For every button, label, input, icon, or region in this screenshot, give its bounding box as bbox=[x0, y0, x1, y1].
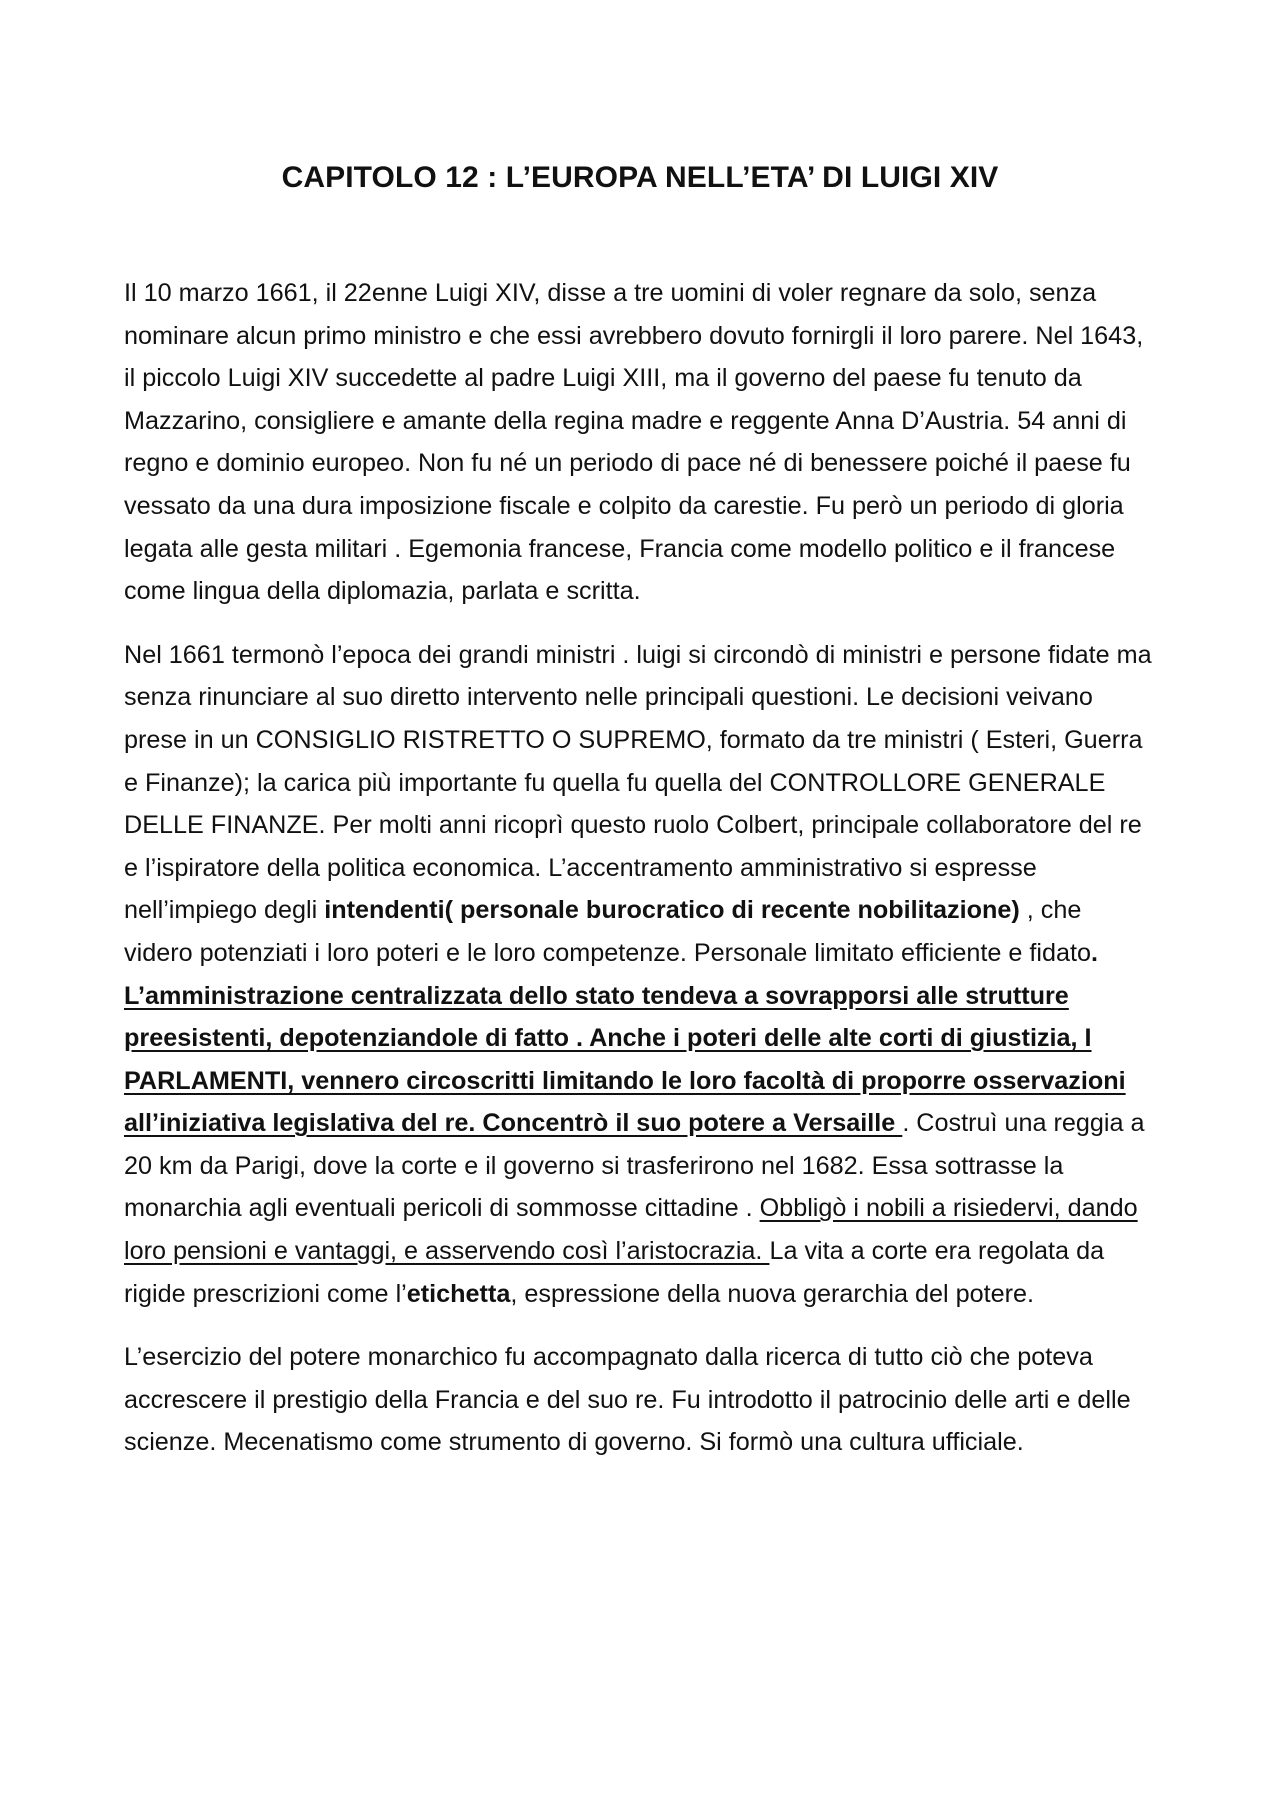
paragraph-2-text-5: , espressione della nuova gerarchia del potere. bbox=[510, 1279, 1035, 1308]
paragraph-2 bbox=[124, 634, 1156, 1316]
paragraph-3-text: L’esercizio del potere monarchico fu accompagnato dalla ricerca di tutto ciò che poteva accrescere il prestigio della Francia e del suo re. Fu introdotto il patrocinio delle arti e delle scienze. Mecenatismo come strumento di governo. Si formò una cultura ufficiale. bbox=[124, 1343, 1131, 1457]
paragraph-2-underlined-passage: Obbligò i nobili a risiedervi, dando loro pensioni e vantaggi, e asservendo così l’aristocrazia. bbox=[124, 1194, 1138, 1266]
paragraph-3 bbox=[124, 1336, 1156, 1464]
paragraph-2-text-3: . Costruì una reggia a 20 km da Parigi, dove la corte e il governo si trasferirono nel 1682. Essa sottrasse la monarchia agli eventuali pericoli di sommosse cittadine . bbox=[124, 1109, 1145, 1223]
paragraph-2-text-4: La vita a corte era regolata da rigide prescrizioni come l’ bbox=[124, 1237, 1105, 1308]
paragraph-2-text-2: , che videro potenziati i loro poteri e le loro competenze. Personale limitato efficiente e fidato bbox=[124, 896, 1092, 967]
paragraph-1-text: Il 10 marzo 1661, il 22enne Luigi XIV, disse a tre uomini di voler regnare da solo, senza nominare alcun primo ministro e che essi avrebbero dovuto fornirgli il loro parere. Nel 1643, il piccolo Luigi XIV succedette al padre Luigi XIII, ma il governo del paese fu tenuto da Mazzarino, consigliere e amante della regina madre e reggente Anna D’Austria. 54 anni di regno e dominio europeo. Non fu né un periodo di pace né di benessere poiché il paese fu vessato da una dura imposizione fiscale e colpito da carestie. Fu però un periodo di gloria legata alle gesta militari . Egemonia francese, Francia come modello politico e il francese come lingua della diplomazia, parlata e scritta. bbox=[124, 279, 1144, 606]
paragraph-2-text-1: Nel 1661 termonò l’epoca dei grandi ministri . luigi si circondò di ministri e persone fidate ma senza rinunciare al suo diretto intervento nelle principali questioni. Le decisioni veivano prese in un CONSIGLIO RISTRETTO O SUPREMO, formato da tre ministri ( Esteri, Guerra e Finanze); la carica più importante fu quella fu quella del CONTROLLORE GENERALE DELLE FINANZE. Per molti anni ricoprì questo ruolo Colbert, principale collaboratore del re e l’ispiratore della politica economica. L’accentramento amministrativo si espresse nell’impiego degli bbox=[124, 640, 1152, 925]
paragraph-1 bbox=[124, 272, 1156, 613]
paragraph-2-bold-underlined-passage: L’amministrazione centralizzata dello stato tendeva a sovrapporsi alle strutture preesistenti, depotenziandole di fatto . Anche i poteri delle alte corti di giustizia, I PARLAMENTI, vennero circoscritti limitando le loro facoltà di proporre osservazioni all’iniziativa legislativa del re. Concentrò il suo potere a Versaille bbox=[124, 981, 1126, 1138]
paragraph-2-bold-intendenti: intendenti( personale burocratico di recente nobilitazione) bbox=[324, 896, 1020, 925]
paragraph-2-bold-etichetta: etichetta bbox=[406, 1279, 511, 1308]
paragraph-2-bold-period: . bbox=[1091, 938, 1099, 967]
chapter-title: CAPITOLO 12 : L’EUROPA NELL’ETA’ DI LUIGI XIV bbox=[281, 161, 999, 194]
